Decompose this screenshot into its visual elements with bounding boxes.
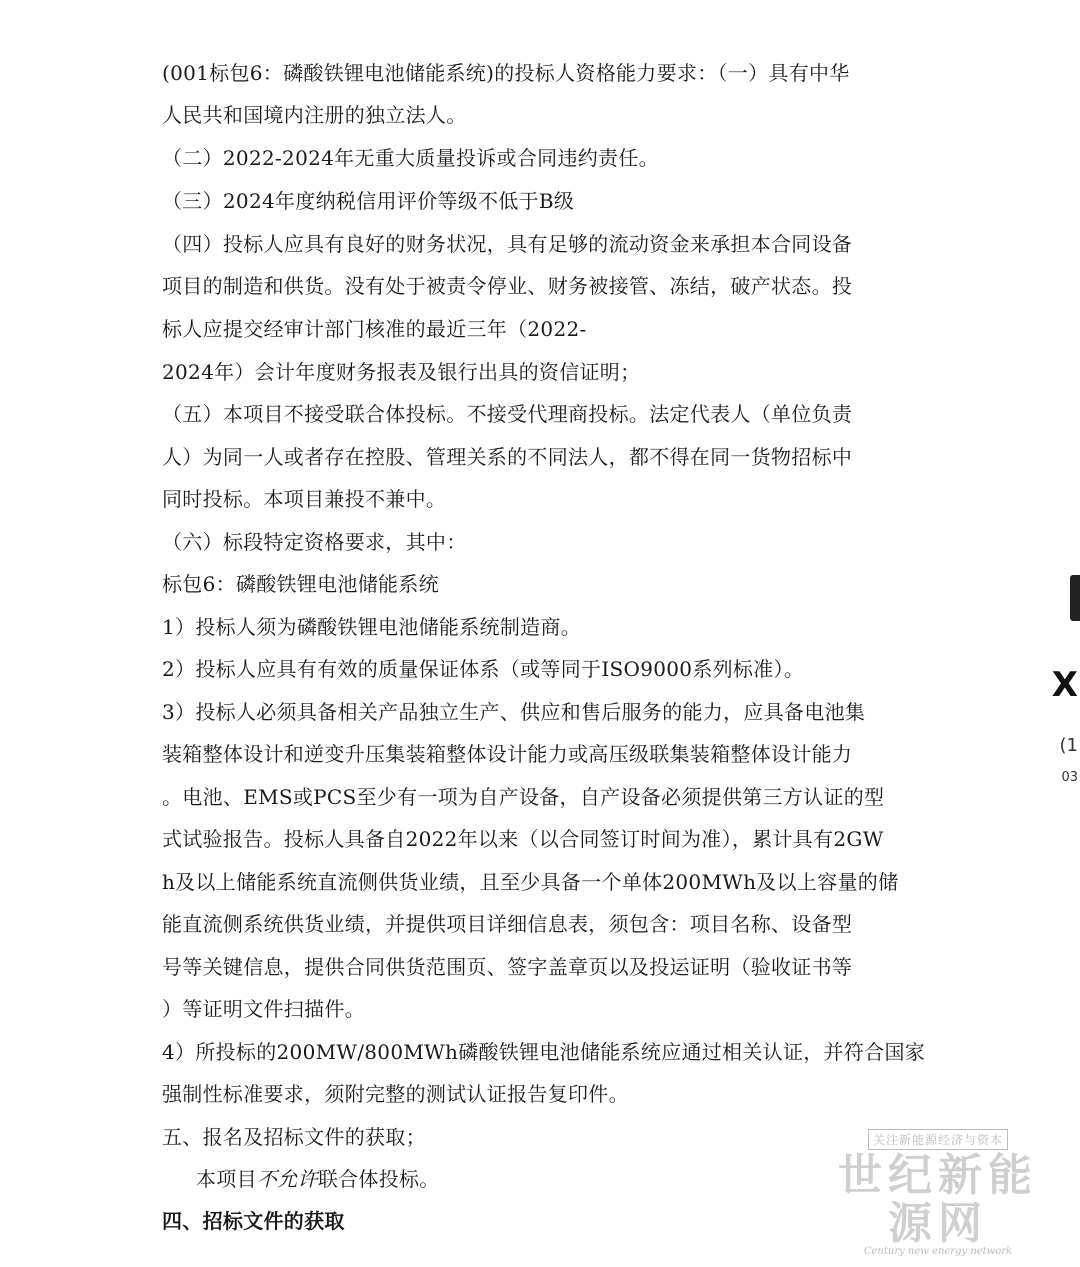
paragraph-line: 强制性标准要求，须附完整的测试认证报告复印件。	[162, 1082, 629, 1106]
section-heading-bottom: 四、招标文件的获取	[162, 1209, 345, 1233]
scan-edge-artifact	[1070, 575, 1080, 621]
paragraph-line: （二）2022-2024年无重大质量投诉或合同违约责任。	[162, 146, 659, 170]
paragraph-line: 人）为同一人或者存在控股、管理关系的不同法人，都不得在同一货物招标中	[162, 445, 853, 469]
paragraph-line: 号等关键信息，提供合同供货范围页、签字盖章页以及投运证明（验收证书等	[162, 955, 853, 979]
section-heading: 五、报名及招标文件的获取；	[162, 1125, 426, 1149]
paragraph-line: 项目的制造和供货。没有处于被责令停业、财务被接管、冻结，破产状态。投	[162, 274, 853, 298]
paragraph-line: 能直流侧系统供货业绩，并提供项目详细信息表，须包含：项目名称、设备型	[162, 912, 853, 936]
paragraph-line: （五）本项目不接受联合体投标。不接受代理商投标。法定代表人（单位负责	[162, 402, 853, 426]
paragraph-line: ）等证明文件扫描件。	[162, 997, 365, 1021]
paragraph-line: 4）所投标的200MW/800MWh磷酸铁锂电池储能系统应通过相关认证，并符合国家	[162, 1040, 926, 1064]
paragraph-line: 3）投标人必须具备相关产品独立生产、供应和售后服务的能力，应具备电池集	[162, 700, 866, 724]
paragraph-line: （四）投标人应具有良好的财务状况，具有足够的流动资金来承担本合同设备	[162, 232, 853, 256]
edge-glyph: Ⅹ	[1051, 665, 1078, 705]
paragraph-line: h及以上储能系统直流侧供货业绩，且至少具备一个单体200MWh及以上容量的储	[162, 870, 899, 894]
edge-glyph: (1	[1059, 735, 1078, 756]
paragraph-line: 2）投标人应具有有效的质量保证体系（或等同于ISO9000系列标准）。	[162, 657, 805, 681]
paragraph-line: 人民共和国境内注册的独立法人。	[162, 103, 467, 127]
paragraph-line: 2024年）会计年度财务报表及银行出具的资信证明；	[162, 360, 641, 384]
note-suffix: 联合体投标。	[317, 1167, 440, 1191]
paragraph-line: 。电池、EMS或PCS至少有一项为自产设备，自产设备必须提供第三方认证的型	[162, 785, 885, 809]
edge-glyph: 03	[1061, 770, 1078, 785]
paragraph-line: （六）标段特定资格要求，其中：	[162, 530, 467, 554]
paragraph-line: 标人应提交经审计部门核准的最近三年（2022-	[162, 317, 587, 341]
paragraph-line: (001标包6：磷酸铁锂电池储能系统)的投标人资格能力要求：（一）具有中华	[162, 61, 850, 85]
watermark-subtitle: Century new energy network	[863, 1246, 1013, 1257]
paragraph-line: 同时投标。本项目兼投不兼中。	[162, 487, 447, 511]
paragraph-line: 1）投标人须为磷酸铁锂电池储能系统制造商。	[162, 615, 582, 639]
paragraph-line: 装箱整体设计和逆变升压集装箱整体设计能力或高压级联集装箱整体设计能力	[162, 742, 853, 766]
watermark-tagline: 关注新能源经济与资本	[868, 1129, 1008, 1150]
paragraph-line: 标包6：磷酸铁锂电池储能系统	[162, 572, 439, 596]
paragraph-line: 式试验报告。投标人具备自2022年以来（以合同签订时间为准），累计具有2GW	[162, 827, 884, 851]
handwritten-correction: 不允许	[256, 1167, 318, 1191]
handwritten-note-line	[196, 1166, 440, 1192]
paragraph-line: （三）2024年度纳税信用评价等级不低于B级	[162, 189, 575, 213]
watermark	[818, 1129, 1058, 1257]
note-prefix: 本项目	[196, 1167, 257, 1191]
watermark-logo-text: 世纪新能源网	[838, 1150, 1038, 1249]
